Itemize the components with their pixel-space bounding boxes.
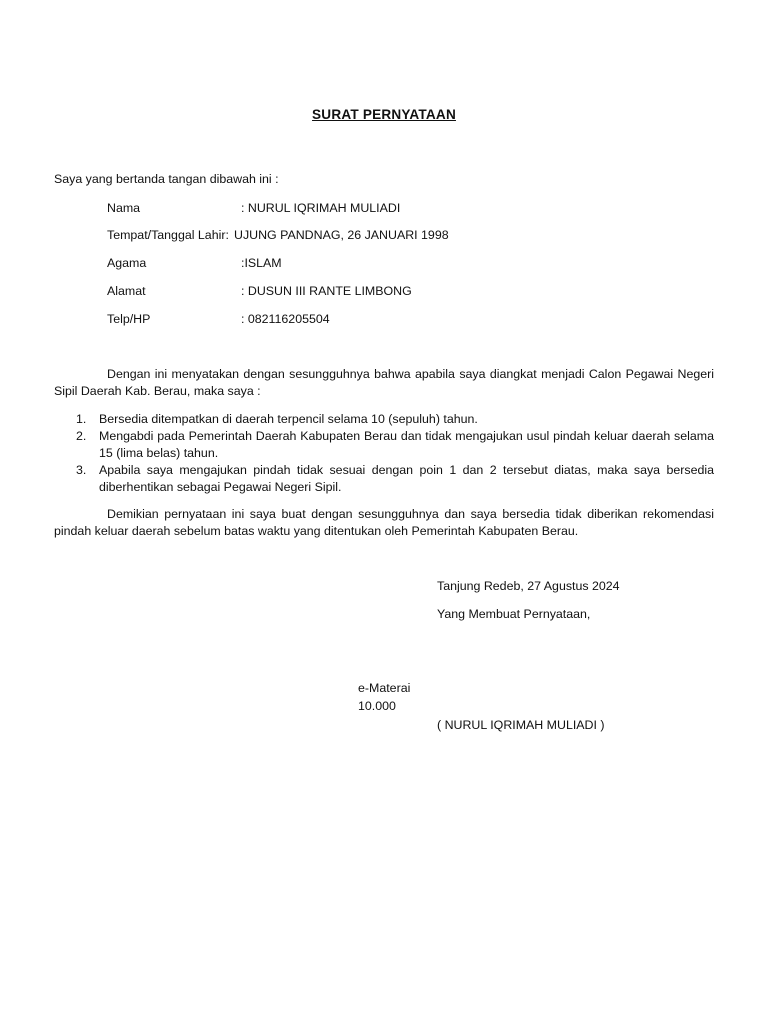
statement-paragraph: Dengan ini menyatakan dengan sesungguhnya bahwa apabila saya diangkat menjadi Calon Pegawai Negeri Sipil Daerah Kab. Berau, maka saya : [54,367,714,398]
place-date: Tanjung Redeb, 27 Agustus 2024 [437,579,620,593]
e-materai-label: e-Materai [358,681,411,695]
field-alamat-label: Alamat [107,284,146,298]
closing-paragraph: Demikian pernyataan ini saya buat dengan sesungguhnya dan saya bersedia tidak diberikan rekomendasi pindah keluar daerah sebelum batas waktu yang ditentukan oleh Pemerintah Kabupaten Berau. [54,507,714,538]
field-agama [107,255,667,272]
field-ttl-label: Tempat/Tanggal Lahir: [107,228,229,242]
list-item-text: Apabila saya mengajukan pindah tidak sesuai dengan poin 1 dan 2 tersebut diatas, maka saya bersedia diberhentikan sebagai Pegawai Negeri Sipil. [99,463,714,494]
field-nama-value: : NURUL IQRIMAH MULIADI [241,201,401,215]
e-materai-stamp [358,679,410,715]
field-telp-value: : 082116205504 [241,312,330,326]
document-title: SURAT PERNYATAAN [312,107,456,122]
list-item [54,411,714,428]
field-nama [107,200,667,217]
list-item-number: 2. [76,429,87,443]
list-item-text: Mengabdi pada Pemerintah Daerah Kabupaten Berau dan tidak mengajukan usul pindah keluar daerah selama 15 (lima belas) tahun. [99,429,714,460]
signer-caption: Yang Membuat Pernyataan, [437,607,591,621]
list-item-number: 1. [76,412,87,426]
conditions-list [54,411,714,496]
list-item-text: Bersedia ditempatkan di daerah terpencil selama 10 (sepuluh) tahun. [99,412,478,426]
e-materai-value: 10.000 [358,699,396,713]
list-item-number: 3. [76,463,87,477]
field-alamat [107,283,667,300]
list-item [54,428,714,462]
intro-text: Saya yang bertanda tangan dibawah ini : [54,172,279,186]
field-agama-value: :ISLAM [241,256,282,270]
list-item [54,462,714,496]
signer-name: ( NURUL IQRIMAH MULIADI ) [437,718,605,732]
field-agama-label: Agama [107,256,147,270]
field-ttl-value: UJUNG PANDNAG, 26 JANUARI 1998 [234,228,449,242]
field-ttl [107,227,667,244]
field-nama-label: Nama [107,201,141,215]
field-telp-label: Telp/HP [107,312,151,326]
field-telp [107,311,667,328]
field-alamat-value: : DUSUN III RANTE LIMBONG [241,284,412,298]
